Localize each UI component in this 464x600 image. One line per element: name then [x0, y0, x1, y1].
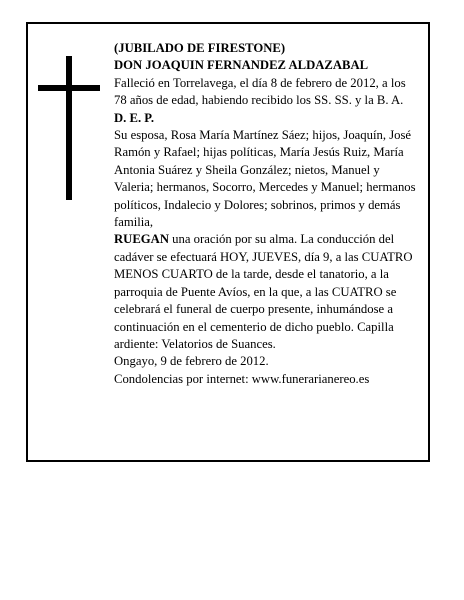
family-list: Su esposa, Rosa María Martínez Sáez; hijos, Joaquín, José Ramón y Rafael; hijas políticas, María Jesús Ruiz, María Antonia Suárez y Sheila González; nietos, Manuel y Valeria; hermanos, Socorro, Mercedes y Manuel; hermanos políticos, Indalecio y Dolores; sobrinos, primos y demás familia,: [114, 128, 416, 230]
place-date: Ongayo, 9 de febrero de 2012.: [114, 354, 269, 369]
condolences-line: Condolencias por internet: www.funerarianereo.es: [114, 371, 370, 386]
obituary-notice: [26, 22, 430, 462]
request-text: una oración por su alma. La conducción del cadáver se efectuará HOY, JUEVES, día 9, a las CUATRO MENOS CUARTO de la tarde, desde el tanatorio, a la parroquia de Puente Avíos, en la que, a las CUATRO se celebrará el funeral de cuerpo presente, inhumándose a continuación en el cementerio de dicho pueblo. Capilla ardiente: Velatorios de Suances.: [114, 232, 413, 351]
death-info: Falleció en Torrelavega, el día 8 de febrero de 2012, a los 78 años de edad, habiendo recibido los SS. SS. y la B. A.: [114, 75, 406, 108]
dep-label: D. E. P.: [114, 110, 155, 125]
cross-icon: [38, 56, 100, 200]
request-word: RUEGAN: [114, 232, 169, 247]
deceased-name: DON JOAQUIN FERNANDEZ ALDAZABAL: [114, 58, 369, 73]
obituary-text: [114, 40, 420, 388]
request-paragraph: [114, 231, 420, 353]
notice-title: (JUBILADO DE FIRESTONE): [114, 41, 286, 55]
